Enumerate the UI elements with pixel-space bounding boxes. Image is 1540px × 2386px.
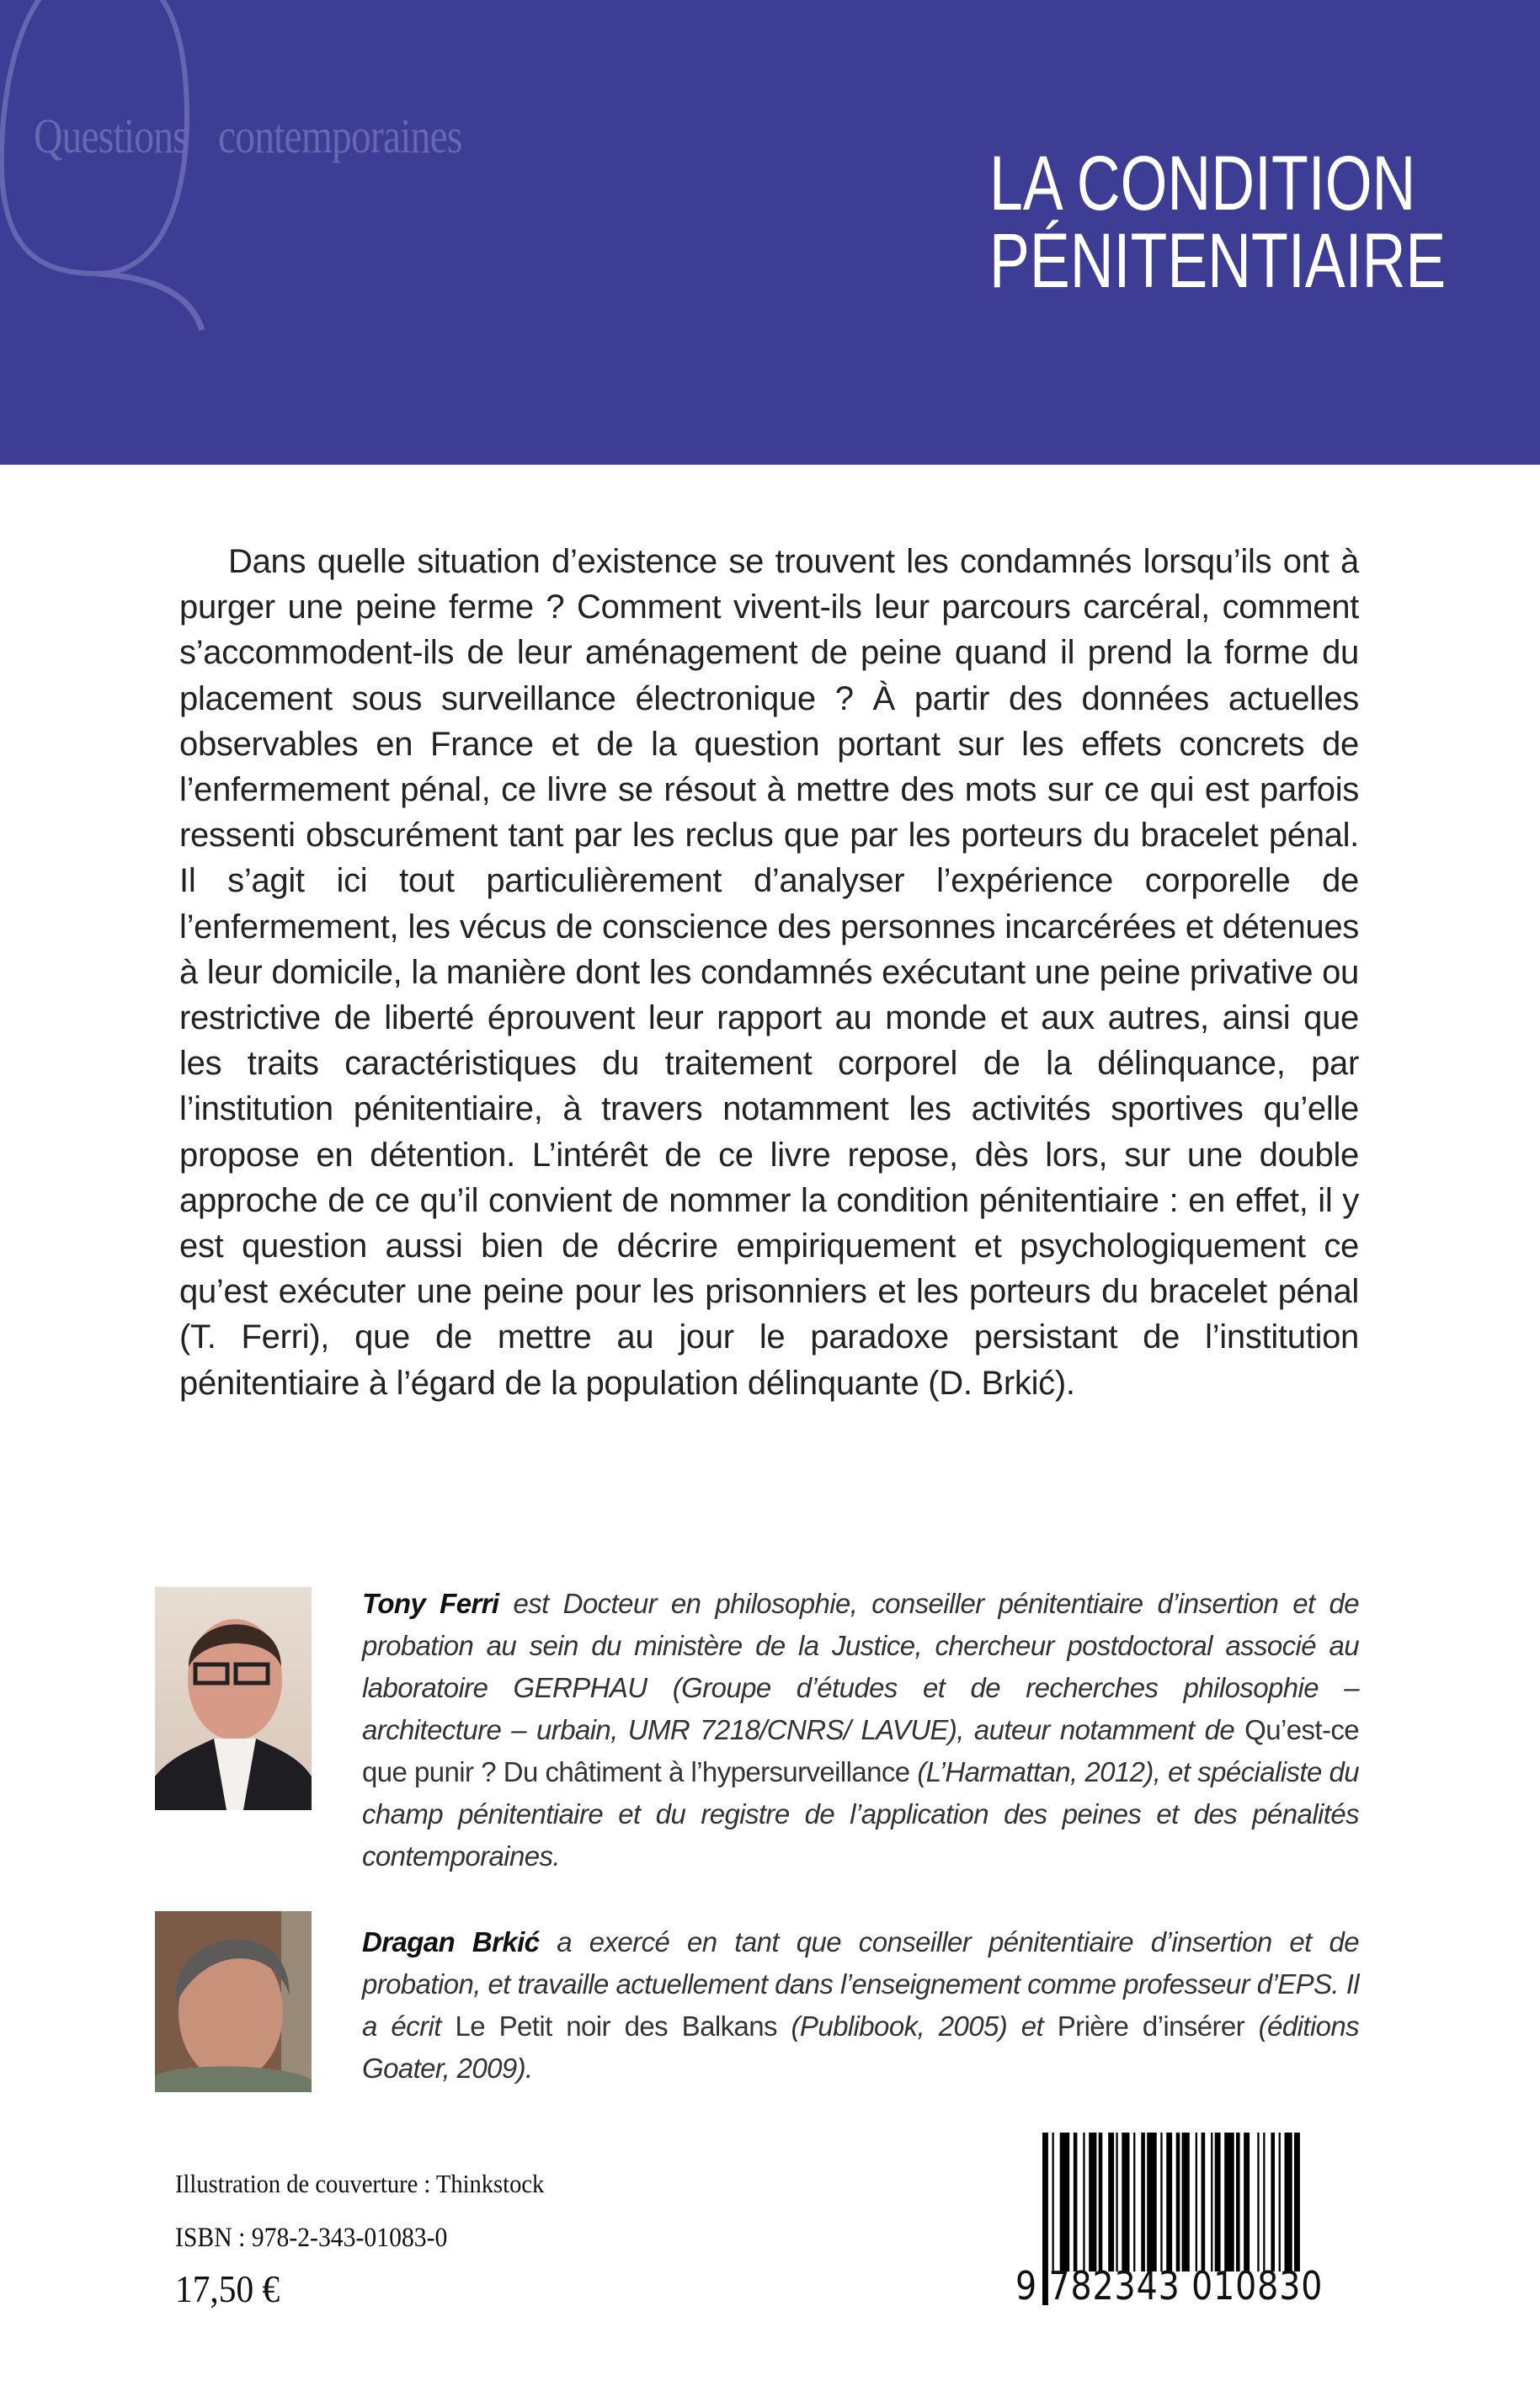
- barcode-bar: [1122, 2133, 1129, 2271]
- barcode-digits: 9 782343 010830: [1015, 2263, 1324, 2309]
- barcode-bar: [1141, 2133, 1145, 2271]
- barcode-bar: [1108, 2133, 1114, 2271]
- bio-text: (éditions Goater, 2009).: [362, 2011, 1360, 2084]
- barcode-bar: [1196, 2133, 1197, 2271]
- cover-header: [0, 0, 1540, 465]
- barcode-bar: [1182, 2133, 1190, 2271]
- bio-text: (Publibook, 2005) et: [776, 2011, 1058, 2042]
- barcode-bar: [1263, 2133, 1265, 2271]
- bio-text: est Docteur en philosophie, conseiller pénitentiaire d’insertion et de probation au sein du ministère de la Justice, chercheur postdoctoral associé au laboratoire GERPHAU (Groupe d’études et de recherches philosophie – architecture – urbain, UMR 7218/CNRS/ LAVUE), auteur notamment de: [362, 1588, 1359, 1745]
- barcode-bar: [1202, 2133, 1206, 2271]
- barcode-bar: [1285, 2133, 1292, 2271]
- barcode-bar: [1052, 2133, 1054, 2271]
- q-letter-logo: [0, 0, 303, 354]
- author-name: Dragan Brkić: [362, 1926, 540, 1957]
- author-bio-dragan-brkic: [362, 1921, 1359, 2090]
- bio-text: a exercé en tant que conseiller pénitentiaire d’insertion et de probation, et travaille actuellement dans l’enseignement comme professeur d’EPS. Il a écrit: [362, 1926, 1359, 2042]
- barcode-bar: [1224, 2133, 1234, 2271]
- collection-name: [34, 108, 493, 164]
- barcode-bar: [1166, 2133, 1172, 2271]
- book-reference: Prière d’insérer: [1057, 2011, 1245, 2042]
- collection-word-1: Questions: [34, 109, 188, 163]
- barcode-bar: [1089, 2133, 1096, 2271]
- barcode-bar: [1257, 2133, 1259, 2271]
- barcode-bar: [1116, 2133, 1117, 2271]
- barcode-bar: [1147, 2133, 1157, 2271]
- author-name: Tony Ferri: [362, 1588, 499, 1619]
- illustration-credit: Illustration de couverture : Thinkstock: [175, 2169, 545, 2198]
- title-line-1: LA CONDITION: [989, 141, 1416, 226]
- barcode-bar: [1211, 2133, 1212, 2271]
- barcode-bar: [1160, 2133, 1162, 2271]
- title-line-2: PÉNITENTIAIRE: [989, 218, 1447, 304]
- barcode-bar: [1271, 2133, 1275, 2271]
- price: 17,50 €: [175, 2267, 280, 2310]
- barcode-bar: [1244, 2133, 1250, 2271]
- book-reference: Qu’est-ce que punir ? Du châtiment à l’hypersurveillance: [362, 1714, 1359, 1787]
- author-bio-tony-ferri: [362, 1583, 1359, 1877]
- book-reference: Le Petit noir des Balkans: [455, 2011, 777, 2042]
- barcode-bar: [1074, 2133, 1078, 2271]
- barcode-bar: [1099, 2133, 1103, 2271]
- barcode-bar: [1294, 2133, 1300, 2271]
- barcode-bar: [1060, 2133, 1070, 2271]
- bio-text: (L’Harmattan, 2012), et spécialiste du champ pénitentiaire et du registre de l’application des peines et des pénalités contemporaines.: [362, 1756, 1359, 1872]
- isbn: ISBN : 978-2-343-01083-0: [175, 2223, 448, 2253]
- barcode-bar: [1133, 2133, 1135, 2271]
- author-photo-dragan-brkic: [155, 1911, 312, 2092]
- barcode-bar: [1176, 2133, 1180, 2271]
- barcode-bar: [1236, 2133, 1240, 2271]
- book-summary: Dans quelle situation d’existence se trouvent les condamnés lorsqu’ils ont à purger une peine ferme ? Comment vivent-ils leur parcours carcéral, comment s’accommodent-ils de leur aménagement de peine quand il prend la forme du placement sous surveillance électronique ? À partir des données actuelles observables en France et de la question portant sur les effets concrets de l’enfermement pénal, ce livre se résout à mettre des mots sur ce qui est parfois ressenti obscurément tant par les reclus que par les porteurs du bracelet pénal. Il s’agit ici tout particulièrement d’analyser l’expérience corporelle de l’enfermement, les vécus de conscience des personnes incarcérées et détenues à leur domicile, la manière dont les condamnés exécutant une peine privative ou restrictive de liberté éprouvent leur rapport au monde et aux autres, ainsi que les traits caractéristiques du traitement corporel de la délinquance, par l’institution pénitentiaire, à travers notamment les activités sportives qu’elle propose en détention. L’intérêt de ce livre repose, dès lors, sur une double approche de ce qu’il convient de nommer la condition pénitentiaire : en effet, il y est question aussi bien de décrire empiriquement et psychologiquement ce qu’est exécuter une peine pour les prisonniers et les porteurs du bracelet pénal (T. Ferri), que de mettre au jour le paradoxe persistant de l’institution pénitentiaire à l’égard de la population délinquante (D. Brkić).: [179, 543, 1359, 1402]
- book-title: [989, 141, 1447, 304]
- barcode-bar: [1083, 2133, 1084, 2271]
- barcode-bar: [1279, 2133, 1281, 2271]
- collection-word-2: contemporaines: [217, 109, 462, 163]
- barcode-bar: [1215, 2133, 1221, 2271]
- author-photo-tony-ferri: [155, 1587, 312, 1810]
